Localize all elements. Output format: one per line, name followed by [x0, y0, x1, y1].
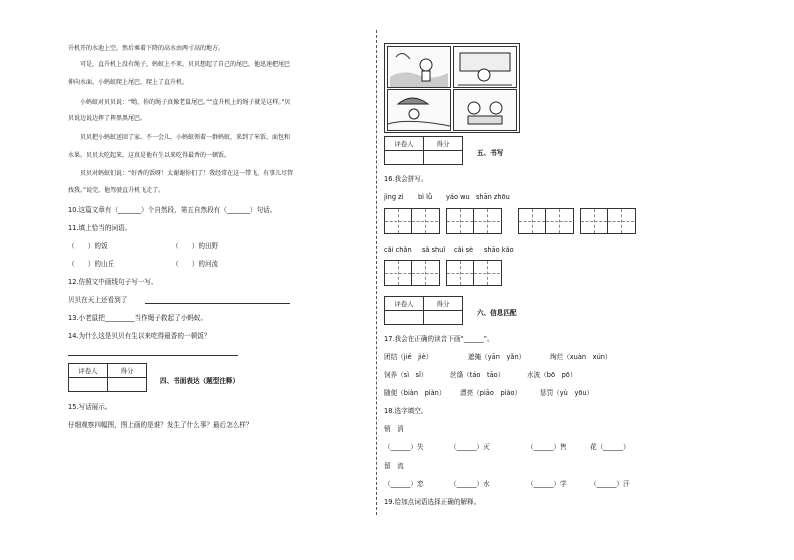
pinyin-label: shāo kǎo: [484, 246, 514, 254]
question-16: 16.我会拼写。: [384, 175, 428, 183]
section-4-title: 四、书面表达（题型注释）: [160, 377, 240, 385]
pinyin-label: shān zhōu: [476, 193, 510, 201]
q17-option[interactable]: 水波（bō pō）: [527, 371, 577, 379]
score-header-grader: 评卷人: [69, 364, 108, 378]
writing-grid[interactable]: [446, 208, 502, 234]
story-paragraph: 可是，直升机上没有绳子，蚂蚁上不来。贝贝想起了自己的尾巴，他迅速把尾巴: [80, 61, 291, 68]
q18-blank[interactable]: （______）汗: [590, 480, 630, 488]
q12-answer-prompt: 贝贝在天上还看到了: [68, 296, 128, 304]
score-header-score: 得分: [424, 297, 463, 311]
score-cell[interactable]: [385, 151, 424, 165]
q18-blank[interactable]: 花（______）: [590, 443, 630, 451]
section-5-title: 五、书写: [477, 149, 504, 157]
q18-blank[interactable]: （______）学: [527, 480, 567, 488]
writing-grid[interactable]: [518, 208, 574, 234]
story-paragraph: 升机开的水池上空，然后乘着下降的高水由两寸高的地方。: [68, 45, 225, 52]
score-table: [68, 363, 147, 392]
writing-grid[interactable]: [384, 208, 440, 234]
story-paragraph: 贝说边说边挥了挥黑黑尾巴。: [68, 115, 147, 122]
q17-option[interactable]: 随便（biàn piàn）: [384, 389, 446, 397]
story-paragraph: 贝贝把小蚂蚁送回了家。不一会儿，小蚂蚁领着一群蚂蚁，来到了米饭、面包和: [80, 134, 291, 141]
pinyin-label: cǎi chǎn: [384, 246, 412, 254]
q18-blank[interactable]: （______）水: [450, 480, 490, 488]
section-6-title: 六、信息匹配: [477, 309, 517, 317]
q17-option[interactable]: 团结（jié jiè）: [384, 353, 433, 361]
question-14: 14.为什么这是贝贝有生以来吃得最香的一顿饭？: [68, 332, 211, 340]
pinyin-label: sǎ shuǐ: [422, 246, 446, 254]
q11-item: （ ）的田野: [172, 242, 219, 250]
question-15: 15.写话展示。: [68, 403, 112, 411]
story-paragraph: 伸向水面。小蚂蚁爬上尾巴，爬上了直升机。: [68, 79, 189, 86]
q18-blank[interactable]: （______）售: [527, 443, 567, 451]
question-17: 17.我会在正确的读音下画“______”。: [384, 335, 494, 343]
q18-blank[interactable]: （______）灭: [450, 443, 490, 451]
four-panel-picture: [384, 43, 520, 133]
q11-item: （ ）的山丘: [68, 260, 115, 268]
story-paragraph: 找我。”说完，他驾驶直升机飞走了。: [68, 187, 165, 194]
score-header-score: 得分: [108, 364, 147, 378]
q18-blank[interactable]: （______）恋: [384, 480, 424, 488]
writing-grid[interactable]: [384, 260, 440, 286]
writing-grid[interactable]: [580, 208, 636, 234]
writing-grid[interactable]: [446, 260, 502, 286]
q11-item: （ ）的河流: [172, 260, 219, 268]
answer-line[interactable]: [145, 303, 290, 304]
q18-choice-group: 销 消: [384, 425, 404, 433]
pinyin-label: cǎi sè: [454, 246, 474, 254]
question-13: 13.小老鼠把_________当作绳子救起了小蚂蚁。: [68, 314, 208, 322]
question-18: 18.选字填空。: [384, 407, 428, 415]
score-header-grader: 评卷人: [385, 297, 424, 311]
score-cell[interactable]: [69, 378, 108, 392]
q17-option[interactable]: 惩罚（yù yōu）: [540, 389, 594, 397]
q17-option[interactable]: 漂亮（piāo piào）: [460, 389, 522, 397]
panel-4-image: [454, 90, 516, 130]
q17-option[interactable]: 丝绦（táo tāo）: [450, 371, 505, 379]
q17-option[interactable]: 遮掩（yān yǎn）: [468, 353, 526, 361]
score-cell[interactable]: [424, 311, 463, 325]
pinyin-label: jìng zi: [384, 193, 404, 201]
panel-2-image: [454, 47, 516, 87]
score-table: [384, 136, 463, 165]
q18-blank[interactable]: （______）失: [384, 443, 424, 451]
score-cell[interactable]: [385, 311, 424, 325]
question-10: 10.这篇文章有（_______）个自然段，第五自然段有（_______）句话。: [68, 206, 277, 214]
score-cell[interactable]: [108, 378, 147, 392]
story-paragraph: 贝贝对蚂蚁们说：“好香的饭呀！太谢谢你们了！我经常在这一带飞，有事儿尽管: [80, 170, 294, 177]
question-11: 11.填上恰当的词语。: [68, 224, 132, 232]
story-paragraph: 水果。贝贝大吃起来，这真是他有生以来吃得最香的一顿饭。: [68, 152, 231, 159]
answer-line[interactable]: [68, 355, 238, 356]
pinyin-label: yáo wu: [446, 193, 470, 201]
question-12: 12.仿照文中画线句子写一写。: [68, 278, 158, 286]
score-header-score: 得分: [424, 137, 463, 151]
score-table: [384, 296, 463, 325]
panel-1-image: [388, 47, 450, 87]
question-19: 19.给加点词语选择正确的解释。: [384, 498, 481, 506]
panel-3-image: [388, 90, 450, 130]
q18-choice-group: 留 流: [384, 462, 404, 470]
q17-option[interactable]: 绚烂（xuàn xún）: [550, 353, 612, 361]
q15-prompt: 仔细观察四幅图，图上画的是谁？发生了什么事？最后怎么样？: [68, 421, 253, 429]
q17-option[interactable]: 饲养（sì sǐ）: [384, 371, 428, 379]
q11-item: （ ）的饭: [68, 242, 108, 250]
column-divider: [376, 30, 377, 515]
score-header-grader: 评卷人: [385, 137, 424, 151]
score-cell[interactable]: [424, 151, 463, 165]
story-paragraph: 小蚂蚁对贝贝说：“哟，你的绳子真像老鼠尾巴。”“直升机上的绳子就是这样。”贝: [80, 99, 291, 106]
pinyin-label: bì lǜ: [418, 193, 433, 201]
